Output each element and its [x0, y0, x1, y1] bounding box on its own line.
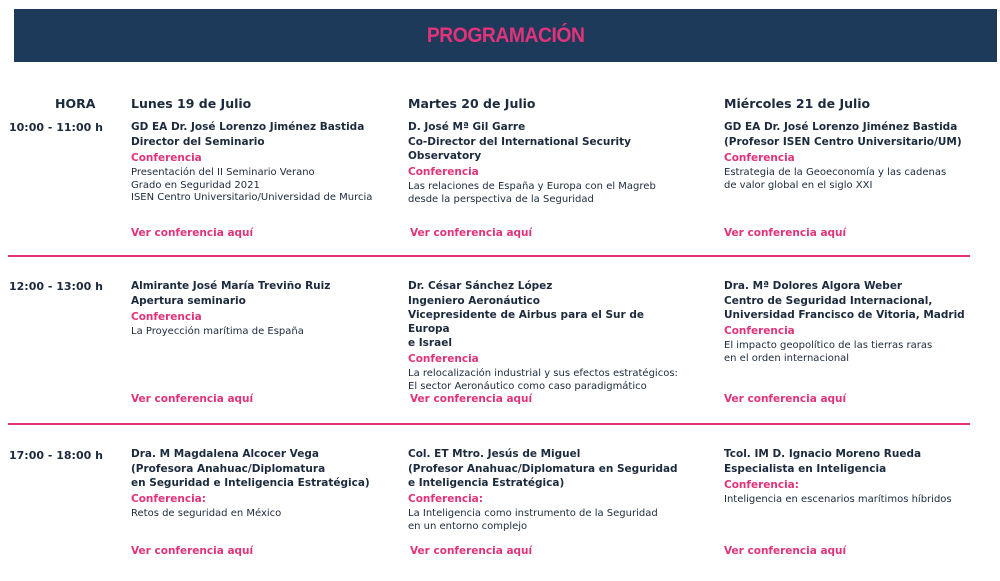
session-type: Conferencia [724, 325, 795, 337]
session-type: Conferencia [131, 152, 202, 164]
session-type: Conferencia: [131, 493, 206, 505]
speaker-role: Especialista en Inteligencia [724, 463, 887, 475]
session-type: Conferencia [131, 311, 202, 323]
row-divider [8, 255, 970, 257]
session-description: Estrategia de la Geoeconomía y las cadenas de valor global en el siglo XXI [724, 167, 947, 191]
session-cell [724, 278, 1000, 365]
session-cell [131, 446, 411, 521]
hora-header: HORA [55, 96, 96, 111]
session-description: La relocalización industrial y sus efectos estratégicos: El sector Aeronáutico como caso paradigmático [408, 368, 678, 392]
session-description: El impacto geopolítico de las tierras raras en el orden internacional [724, 340, 933, 364]
speaker-name: Tcol. IM D. Ignacio Moreno Rueda [724, 448, 922, 460]
speaker-name: Dra. M Magdalena Alcocer Vega [131, 448, 319, 460]
session-description: Inteligencia en escenarios marítimos híbridos [724, 494, 952, 505]
day-header-monday: Lunes 19 de Julio [131, 96, 252, 111]
session-type: Conferencia: [724, 479, 799, 491]
time-slot-1: 10:00 - 11:00 h [9, 121, 103, 134]
session-type: Conferencia [724, 152, 795, 164]
speaker-role: (Profesor ISEN Centro Universitario/UM) [724, 136, 962, 148]
day-header-wednesday: Miércoles 21 de Julio [724, 96, 871, 111]
speaker-name: Col. ET Mtro. Jesús de Miguel [408, 448, 581, 460]
view-conference-link[interactable]: Ver conferencia aquí [131, 393, 254, 405]
speaker-role: (Profesor Anahuac/Diplomatura en Seguridad e Inteligencia Estratégica) [408, 463, 678, 489]
session-cell [131, 119, 411, 205]
session-description: Presentación del II Seminario Verano Grado en Seguridad 2021 ISEN Centro Universitario/Universidad de Murcia [131, 167, 373, 204]
time-slot-3: 17:00 - 18:00 h [9, 449, 103, 462]
session-type: Conferencia [408, 353, 479, 365]
speaker-name: GD EA Dr. José Lorenzo Jiménez Bastida [131, 121, 365, 133]
view-conference-link[interactable]: Ver conferencia aquí [410, 227, 533, 239]
session-cell [408, 446, 688, 533]
view-conference-link[interactable]: Ver conferencia aquí [131, 545, 254, 557]
view-conference-link[interactable]: Ver conferencia aquí [410, 545, 533, 557]
title-banner [14, 9, 997, 62]
session-type: Conferencia [408, 166, 479, 178]
session-description: Retos de seguridad en México [131, 508, 282, 519]
speaker-name: D. José Mª Gil Garre [408, 121, 526, 133]
speaker-name: Dr. César Sánchez López [408, 280, 553, 292]
session-cell [408, 119, 688, 206]
time-slot-2: 12:00 - 13:00 h [9, 280, 103, 293]
session-cell [408, 278, 688, 393]
session-description: Las relaciones de España y Europa con el Magreb desde la perspectiva de la Seguridad [408, 181, 656, 205]
speaker-name: Dra. Mª Dolores Algora Weber [724, 280, 903, 292]
speaker-role: Co-Director del International Security Observatory [408, 136, 632, 162]
row-divider [8, 423, 970, 425]
session-cell [724, 446, 1000, 507]
speaker-role: Ingeniero Aeronáutico Vicepresidente de Airbus para el Sur de Europa e Israel [408, 295, 644, 349]
view-conference-link[interactable]: Ver conferencia aquí [410, 393, 533, 405]
view-conference-link[interactable]: Ver conferencia aquí [724, 393, 847, 405]
session-type: Conferencia: [408, 493, 483, 505]
page-title: PROGRAMACIÓN [426, 23, 585, 47]
speaker-role: Apertura seminario [131, 295, 246, 307]
speaker-role: Director del Seminario [131, 136, 265, 148]
session-description: La Inteligencia como instrumento de la Seguridad en un entorno complejo [408, 508, 658, 532]
view-conference-link[interactable]: Ver conferencia aquí [724, 227, 847, 239]
session-cell [724, 119, 1000, 192]
speaker-name: Almirante José María Treviño Ruiz [131, 280, 331, 292]
view-conference-link[interactable]: Ver conferencia aquí [724, 545, 847, 557]
session-cell [131, 278, 411, 339]
speaker-role: (Profesora Anahuac/Diplomatura en Seguridad e Inteligencia Estratégica) [131, 463, 370, 489]
speaker-name: GD EA Dr. José Lorenzo Jiménez Bastida [724, 121, 958, 133]
day-header-tuesday: Martes 20 de Julio [408, 96, 536, 111]
session-description: La Proyección marítima de España [131, 326, 304, 337]
speaker-role: Centro de Seguridad Internacional, Universidad Francisco de Vitoria, Madrid [724, 295, 965, 321]
view-conference-link[interactable]: Ver conferencia aquí [131, 227, 254, 239]
